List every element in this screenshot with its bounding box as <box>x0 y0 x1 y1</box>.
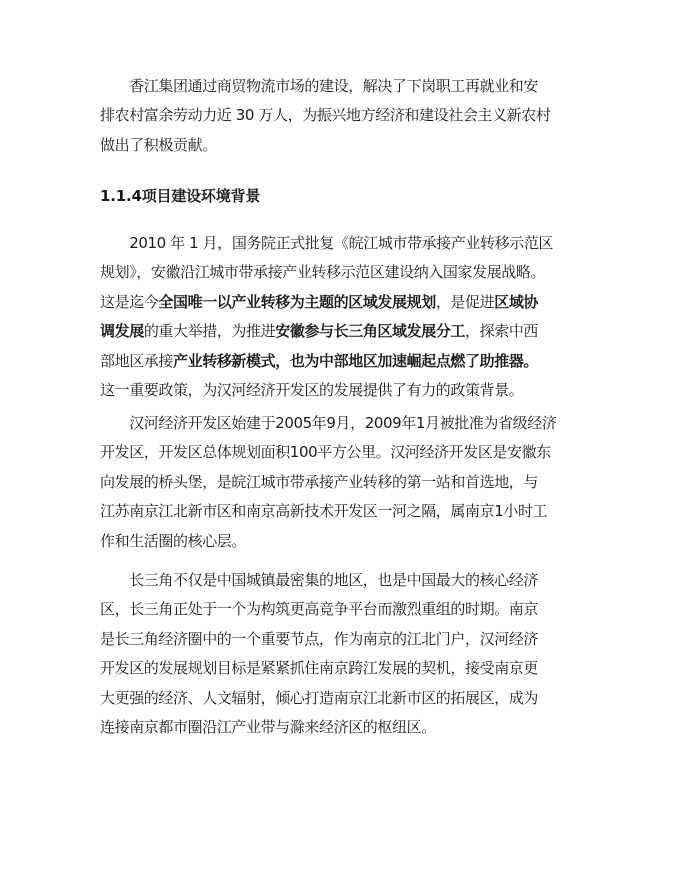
text-line: 规划》，安徽沿江城市带承接产业转移示范区建设纳入国家发展战略。 <box>100 263 546 282</box>
text-line: 区，长三角正处于一个为构筑更高竞争平台而激烈重组的时期。南京 <box>100 600 539 619</box>
bold-text-run: 全国唯一以产业转移为主题的区域发展规划 <box>158 292 436 311</box>
development-zone-paragraph <box>100 409 580 556</box>
yangtze-delta-paragraph <box>100 566 580 742</box>
text-line <box>100 288 580 317</box>
text-line <box>100 317 580 346</box>
text-line: 开发区的发展规划目标是紧紧抓住南京跨江发展的契机，接受南京更 <box>100 659 539 678</box>
section-number: 1.1.4 <box>100 187 142 205</box>
text-run: 这是迄今 <box>100 292 159 311</box>
text-line: 汉河经济开发区始建于2005年9月，2009年1月被批准为省级经济 <box>100 414 557 432</box>
bold-text-run: 安徽参与长三角区域发展分工 <box>275 322 466 341</box>
text-line: 做出了积极贡献。 <box>100 135 217 154</box>
text-line: 江苏南京江北新市区和南京高新技术开发区一河之隔，属南京1小时工 <box>100 502 548 521</box>
background-paragraph <box>100 229 580 405</box>
text-line: 2010 年 1 月，国务院正式批复《皖江城市带承接产业转移示范区 <box>100 234 554 252</box>
text-run: ，是促进 <box>435 292 495 311</box>
bold-text-run: 区域协 <box>494 292 539 311</box>
text-line: 向发展的桥头堡，是皖江城市带承接产业转移的第一站和首选地，与 <box>100 472 539 491</box>
text-line: 作和生活圈的核心层。 <box>100 531 247 550</box>
intro-paragraph <box>100 72 580 160</box>
text-line: 是长三角经济圈中的一个重要节点，作为南京的江北门户，汉河经济 <box>100 629 539 648</box>
text-run: 的重大举措，为推进 <box>143 322 276 341</box>
text-line: 大更强的经济、人文辐射，倾心打造南京江北新市区的拓展区，成为 <box>100 688 539 707</box>
text-line: 香江集团通过商贸物流市场的建设，解决了下岗职工再就业和安 <box>100 77 539 95</box>
text-line: 这一重要政策，为汉河经济开发区的发展提供了有力的政策背景。 <box>100 380 524 399</box>
text-line: 连接南京都市圈沿江产业带与滁来经济区的枢纽区。 <box>100 717 436 736</box>
text-run: ，探索中西 <box>465 322 539 341</box>
bold-text-run: 产业转移新模式，也为中部地区加速崛起点燃了助推器。 <box>173 351 539 370</box>
text-run: 部地区承接 <box>100 351 174 370</box>
text-line: 开发区，开发区总体规划面积100平方公里。汉河经济开发区是安徽东 <box>100 443 551 462</box>
section-heading <box>100 182 580 210</box>
text-line: 长三角不仅是中国城镇最密集的地区，也是中国最大的核心经济 <box>100 571 539 589</box>
text-line: 排农村富余劳动力近 30 万人，为振兴地方经济和建设社会主义新农村 <box>100 106 551 125</box>
section-title: 项目建设环境背景 <box>141 187 261 205</box>
bold-text-run: 调发展 <box>100 322 144 341</box>
text-line <box>100 347 580 376</box>
